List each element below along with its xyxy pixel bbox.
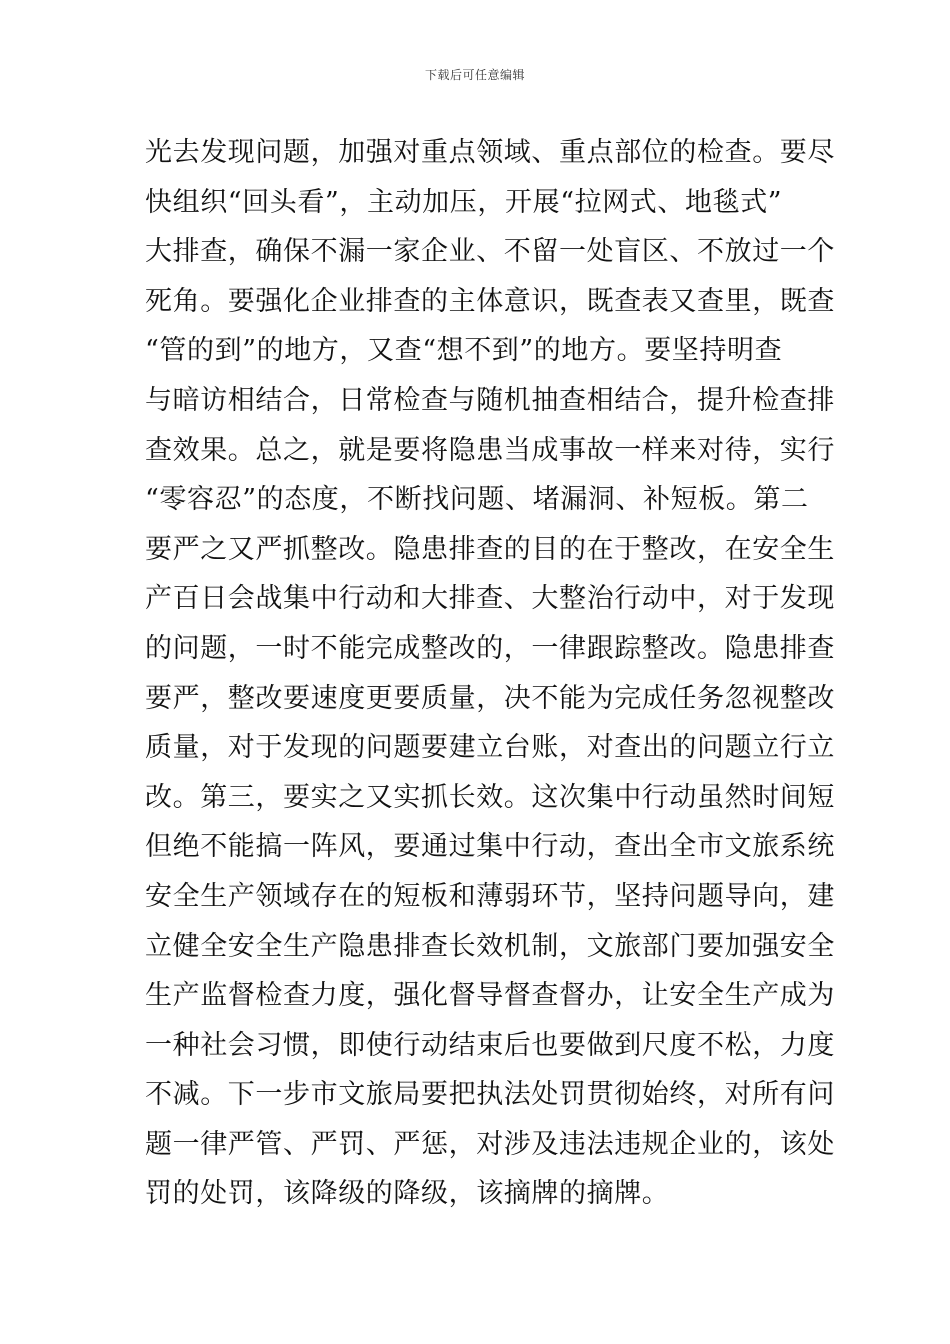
text-line: 安全生产领域存在的短板和薄弱环节，坚持问题导向，建 xyxy=(145,880,835,912)
text-line: 不减。下一步市文旅局要把执法处罚贯彻始终，对所有问 xyxy=(145,1079,835,1111)
text-line: 但绝不能搞一阵风，要通过集中行动，查出全市文旅系统 xyxy=(145,831,835,863)
text-line: 生产监督检查力度，强化督导督查督办，让安全生产成为 xyxy=(145,980,835,1012)
page-header: 下载后可任意编辑 xyxy=(424,68,525,82)
text-line: 死角。要强化企业排查的主体意识，既查表又查里，既查 xyxy=(145,285,835,317)
text-line: “零容忍”的态度，不断找问题、堵漏洞、补短板。第二 xyxy=(145,484,809,516)
text-line: 的问题，一时不能完成整改的，一律跟踪整改。隐患排查 xyxy=(145,632,835,664)
text-line: 立健全安全生产隐患排查长效机制，文旅部门要加强安全 xyxy=(145,930,835,962)
text-line: “管的到”的地方，又查“想不到”的地方。要坚持明查 xyxy=(145,335,783,367)
text-line: 改。第三，要实之又实抓长效。这次集中行动虽然时间短 xyxy=(145,781,835,813)
text-line: 查效果。总之，就是要将隐患当成事故一样来对待，实行 xyxy=(145,434,835,466)
text-line: 要严之又严抓整改。隐患排查的目的在于整改，在安全生 xyxy=(145,533,835,565)
text-line: 题一律严管、严罚、严惩，对涉及违法违规企业的，该处 xyxy=(145,1128,835,1160)
text-line: 一种社会习惯，即使行动结束后也要做到尺度不松，力度 xyxy=(145,1029,835,1061)
text-line: 光去发现问题，加强对重点领域、重点部位的检查。要尽 xyxy=(145,137,835,168)
text-line: 质量，对于发现的问题要建立台账，对查出的问题立行立 xyxy=(145,732,835,764)
body-paragraph xyxy=(145,128,835,1219)
text-line: 大排查，确保不漏一家企业、不留一处盲区、不放过一个 xyxy=(145,236,835,268)
text-line: 与暗访相结合，日常检查与随机抽查相结合，提升检查排 xyxy=(145,384,835,416)
text-line: 要严，整改要速度更要质量，决不能为完成任务忽视整改 xyxy=(145,682,835,714)
text-line: 产百日会战集中行动和大排查、大整治行动中，对于发现 xyxy=(145,583,835,615)
text-line: 快组织“回头看”，主动加压，开展“拉网式、地毯式” xyxy=(145,186,783,218)
text-line: 罚的处罚，该降级的降级，该摘牌的摘牌。 xyxy=(145,1178,670,1210)
